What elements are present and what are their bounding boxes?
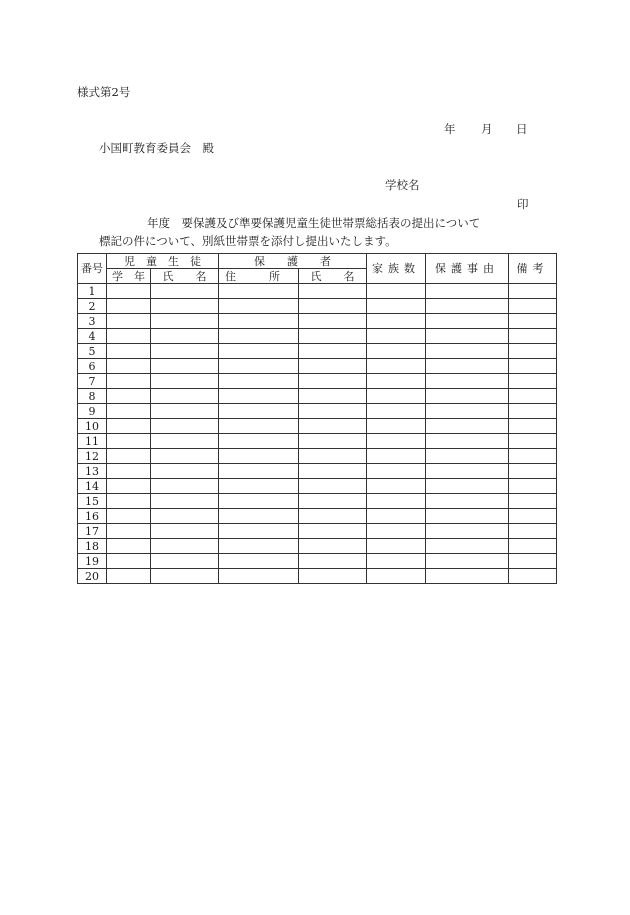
student-name-cell[interactable] [151, 524, 219, 539]
table-row [78, 539, 557, 554]
family-count-cell[interactable] [367, 479, 426, 494]
protection-reason-cell[interactable] [426, 419, 509, 434]
row-number: 8 [78, 389, 107, 404]
protection-reason-cell[interactable] [426, 284, 509, 299]
protection-reason-cell[interactable] [426, 524, 509, 539]
guardian-name-cell[interactable] [299, 389, 367, 404]
grade-cell[interactable] [107, 329, 151, 344]
address-cell[interactable] [219, 539, 299, 554]
summary-table [77, 253, 557, 584]
protection-reason-cell[interactable] [426, 569, 509, 584]
address-cell[interactable] [219, 554, 299, 569]
row-number: 11 [78, 434, 107, 449]
row-number: 10 [78, 419, 107, 434]
remarks-cell[interactable] [509, 524, 557, 539]
grade-cell[interactable] [107, 404, 151, 419]
guardian-name-cell[interactable] [299, 404, 367, 419]
table-row [78, 404, 557, 419]
address-cell[interactable] [219, 299, 299, 314]
student-name-cell[interactable] [151, 539, 219, 554]
address-cell[interactable] [219, 329, 299, 344]
family-count-cell[interactable] [367, 344, 426, 359]
remarks-header: 備考 [509, 254, 557, 284]
grade-cell[interactable] [107, 464, 151, 479]
document-subject: 年度 要保護及び準要保護児童生徒世帯票総括表の提出について [147, 216, 481, 230]
address-cell[interactable] [219, 464, 299, 479]
student-name-cell[interactable] [151, 464, 219, 479]
guardian-group-header: 保 護 者 [219, 254, 367, 269]
guardian-name-cell[interactable] [299, 569, 367, 584]
grade-cell[interactable] [107, 539, 151, 554]
family-count-header: 家族数 [367, 254, 426, 284]
grade-cell[interactable] [107, 554, 151, 569]
protection-reason-cell[interactable] [426, 344, 509, 359]
row-number: 2 [78, 299, 107, 314]
protection-reason-cell[interactable] [426, 299, 509, 314]
guardian-name-cell[interactable] [299, 479, 367, 494]
grade-cell[interactable] [107, 434, 151, 449]
table-row [78, 449, 557, 464]
row-number: 9 [78, 404, 107, 419]
protection-reason-cell[interactable] [426, 359, 509, 374]
family-count-cell[interactable] [367, 494, 426, 509]
guardian-name-cell[interactable] [299, 554, 367, 569]
grade-cell[interactable] [107, 449, 151, 464]
row-number: 17 [78, 524, 107, 539]
protection-reason-cell[interactable] [426, 329, 509, 344]
form-number: 様式第2号 [77, 85, 131, 99]
remarks-cell[interactable] [509, 569, 557, 584]
address-cell[interactable] [219, 449, 299, 464]
document-body: 標記の件について、別紙世帯票を添付し提出いたします。 [99, 234, 397, 248]
guardian-name-cell[interactable] [299, 509, 367, 524]
remarks-cell[interactable] [509, 314, 557, 329]
student-name-cell[interactable] [151, 479, 219, 494]
family-count-cell[interactable] [367, 374, 426, 389]
student-name-cell[interactable] [151, 419, 219, 434]
student-name-cell[interactable] [151, 449, 219, 464]
protection-reason-cell[interactable] [426, 479, 509, 494]
protection-reason-cell[interactable] [426, 509, 509, 524]
remarks-cell[interactable] [509, 359, 557, 374]
protection-reason-cell[interactable] [426, 554, 509, 569]
family-count-cell[interactable] [367, 509, 426, 524]
student-name-cell[interactable] [151, 554, 219, 569]
guardian-name-cell[interactable] [299, 344, 367, 359]
table-row [78, 569, 557, 584]
protection-reason-cell[interactable] [426, 434, 509, 449]
remarks-cell[interactable] [509, 434, 557, 449]
table-row [78, 509, 557, 524]
family-count-cell[interactable] [367, 464, 426, 479]
row-number: 20 [78, 569, 107, 584]
remarks-cell[interactable] [509, 404, 557, 419]
address-cell[interactable] [219, 479, 299, 494]
family-count-cell[interactable] [367, 539, 426, 554]
remarks-cell[interactable] [509, 554, 557, 569]
table-row [78, 479, 557, 494]
remarks-cell[interactable] [509, 449, 557, 464]
family-count-cell[interactable] [367, 434, 426, 449]
remarks-cell[interactable] [509, 299, 557, 314]
row-number: 7 [78, 374, 107, 389]
student-name-cell[interactable] [151, 359, 219, 374]
address-header: 住 所 [219, 269, 299, 284]
addressee: 小国町教育委員会 殿 [99, 141, 214, 155]
table-row [78, 434, 557, 449]
grade-cell[interactable] [107, 569, 151, 584]
remarks-cell[interactable] [509, 509, 557, 524]
row-number: 15 [78, 494, 107, 509]
protection-reason-cell[interactable] [426, 404, 509, 419]
table-row [78, 494, 557, 509]
address-cell[interactable] [219, 374, 299, 389]
remarks-cell[interactable] [509, 284, 557, 299]
row-number: 18 [78, 539, 107, 554]
table-row [78, 284, 557, 299]
student-name-cell[interactable] [151, 569, 219, 584]
grade-cell[interactable] [107, 509, 151, 524]
address-cell[interactable] [219, 494, 299, 509]
table-row [78, 524, 557, 539]
student-name-cell[interactable] [151, 374, 219, 389]
remarks-cell[interactable] [509, 344, 557, 359]
guardian-name-cell[interactable] [299, 524, 367, 539]
row-number: 19 [78, 554, 107, 569]
guardian-name-cell[interactable] [299, 329, 367, 344]
table-row [78, 419, 557, 434]
family-count-cell[interactable] [367, 299, 426, 314]
row-number: 13 [78, 464, 107, 479]
family-count-cell[interactable] [367, 524, 426, 539]
guardian-name-cell[interactable] [299, 434, 367, 449]
address-cell[interactable] [219, 344, 299, 359]
protection-reason-cell[interactable] [426, 314, 509, 329]
address-cell[interactable] [219, 434, 299, 449]
remarks-cell[interactable] [509, 329, 557, 344]
guardian-name-cell[interactable] [299, 419, 367, 434]
row-number: 1 [78, 284, 107, 299]
family-count-cell[interactable] [367, 449, 426, 464]
protection-reason-cell[interactable] [426, 374, 509, 389]
remarks-cell[interactable] [509, 374, 557, 389]
grade-cell[interactable] [107, 524, 151, 539]
grade-cell[interactable] [107, 479, 151, 494]
protection-reason-cell[interactable] [426, 464, 509, 479]
table-row [78, 314, 557, 329]
table-row [78, 389, 557, 404]
grade-cell[interactable] [107, 344, 151, 359]
grade-cell[interactable] [107, 299, 151, 314]
address-cell[interactable] [219, 524, 299, 539]
guardian-name-cell[interactable] [299, 374, 367, 389]
address-cell[interactable] [219, 569, 299, 584]
row-number: 6 [78, 359, 107, 374]
table-row [78, 554, 557, 569]
row-number: 5 [78, 344, 107, 359]
protection-reason-cell[interactable] [426, 539, 509, 554]
protection-reason-cell[interactable] [426, 494, 509, 509]
address-cell[interactable] [219, 389, 299, 404]
student-group-header: 児 童 生 徒 [107, 254, 219, 269]
guardian-name-cell[interactable] [299, 314, 367, 329]
address-cell[interactable] [219, 509, 299, 524]
family-count-cell[interactable] [367, 359, 426, 374]
row-number: 12 [78, 449, 107, 464]
date-year: 年 [444, 122, 456, 136]
grade-cell[interactable] [107, 494, 151, 509]
grade-cell[interactable] [107, 314, 151, 329]
student-name-cell[interactable] [151, 329, 219, 344]
address-cell[interactable] [219, 284, 299, 299]
address-cell[interactable] [219, 359, 299, 374]
student-name-header: 氏 名 [151, 269, 219, 284]
student-name-cell[interactable] [151, 404, 219, 419]
family-count-cell[interactable] [367, 554, 426, 569]
remarks-cell[interactable] [509, 494, 557, 509]
seal-mark: 印 [517, 197, 529, 211]
family-count-cell[interactable] [367, 569, 426, 584]
table-row [78, 329, 557, 344]
date-line [444, 124, 528, 136]
row-number: 4 [78, 329, 107, 344]
family-count-cell[interactable] [367, 389, 426, 404]
student-name-cell[interactable] [151, 314, 219, 329]
student-name-cell[interactable] [151, 509, 219, 524]
table-row [78, 299, 557, 314]
remarks-cell[interactable] [509, 464, 557, 479]
remarks-cell[interactable] [509, 539, 557, 554]
number-header: 番号 [78, 254, 107, 284]
student-name-cell[interactable] [151, 284, 219, 299]
student-name-cell[interactable] [151, 344, 219, 359]
row-number: 16 [78, 509, 107, 524]
school-name-label: 学校名 [385, 178, 420, 192]
table-row [78, 464, 557, 479]
date-day: 日 [516, 122, 528, 136]
table-body [78, 284, 557, 584]
guardian-name-cell[interactable] [299, 494, 367, 509]
grade-cell[interactable] [107, 284, 151, 299]
date-month: 月 [481, 122, 493, 136]
guardian-name-header: 氏 名 [299, 269, 367, 284]
row-number: 14 [78, 479, 107, 494]
guardian-name-cell[interactable] [299, 299, 367, 314]
guardian-name-cell[interactable] [299, 464, 367, 479]
address-cell[interactable] [219, 314, 299, 329]
family-count-cell[interactable] [367, 284, 426, 299]
guardian-name-cell[interactable] [299, 359, 367, 374]
address-cell[interactable] [219, 419, 299, 434]
grade-cell[interactable] [107, 374, 151, 389]
student-name-cell[interactable] [151, 389, 219, 404]
protection-reason-cell[interactable] [426, 389, 509, 404]
guardian-name-cell[interactable] [299, 449, 367, 464]
remarks-cell[interactable] [509, 479, 557, 494]
student-name-cell[interactable] [151, 299, 219, 314]
protection-reason-header: 保護事由 [426, 254, 509, 284]
table-row [78, 359, 557, 374]
family-count-cell[interactable] [367, 404, 426, 419]
grade-cell[interactable] [107, 359, 151, 374]
grade-cell[interactable] [107, 389, 151, 404]
table-row [78, 344, 557, 359]
address-cell[interactable] [219, 404, 299, 419]
grade-cell[interactable] [107, 419, 151, 434]
remarks-cell[interactable] [509, 419, 557, 434]
student-name-cell[interactable] [151, 434, 219, 449]
guardian-name-cell[interactable] [299, 539, 367, 554]
family-count-cell[interactable] [367, 419, 426, 434]
table-row [78, 374, 557, 389]
grade-header: 学 年 [107, 269, 151, 284]
family-count-cell[interactable] [367, 314, 426, 329]
protection-reason-cell[interactable] [426, 449, 509, 464]
family-count-cell[interactable] [367, 329, 426, 344]
student-name-cell[interactable] [151, 494, 219, 509]
row-number: 3 [78, 314, 107, 329]
guardian-name-cell[interactable] [299, 284, 367, 299]
remarks-cell[interactable] [509, 389, 557, 404]
